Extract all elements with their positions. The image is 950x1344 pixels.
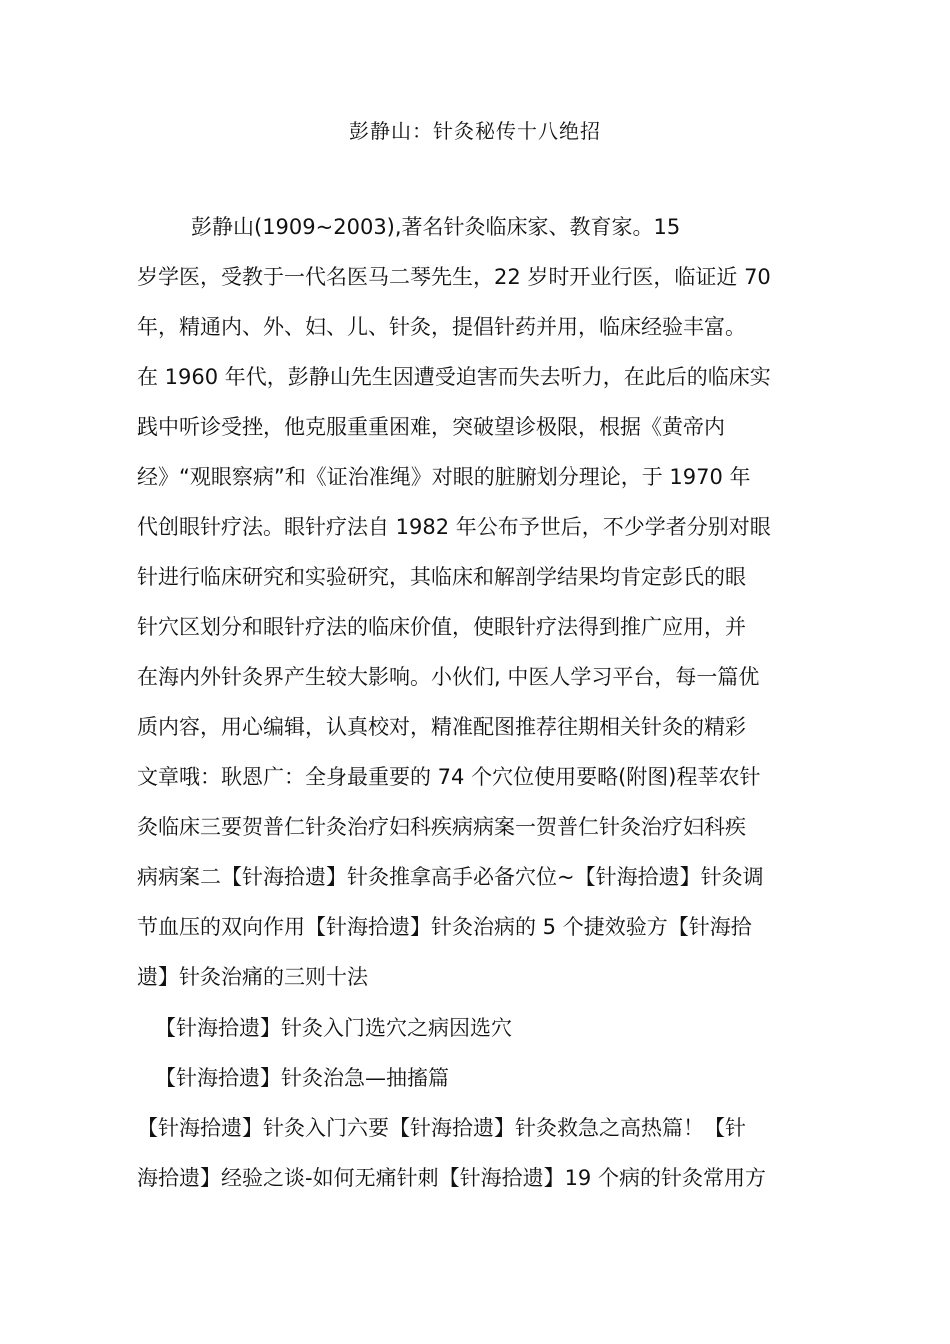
text-line: 经》“观眼察病”和《证治准绳》对眼的脏腑划分理论，于 1970 年 — [137, 465, 751, 489]
text-line: 岁学医，受教于一代名医马二琴先生，22 岁时开业行医，临证近 70 — [137, 265, 771, 289]
paragraph-link-2 — [137, 1053, 813, 1103]
text-line: 彭静山(1909~2003),著名针灸临床家、教育家。15 — [191, 215, 681, 239]
text-line: 代创眼针疗法。眼针疗法自 1982 年公布予世后，不少学者分别对眼 — [137, 515, 771, 539]
paragraph-intro — [137, 202, 813, 1002]
text-line: 在海内外针灸界产生较大影响。小伙们, 中医人学习平台，每一篇优 — [137, 665, 760, 689]
text-line: 针穴区划分和眼针疗法的临床价值，使眼针疗法得到推广应用，并 — [137, 615, 746, 639]
paragraph-links-last — [137, 1103, 813, 1203]
text-line: 针进行临床研究和实验研究，其临床和解剖学结果均肯定彭氏的眼 — [137, 565, 746, 589]
text-line: 遗】针灸治痛的三则十法 — [137, 965, 368, 989]
text-line: 节血压的双向作用【针海拾遗】针灸治病的 5 个捷效验方【针海拾 — [137, 915, 752, 939]
paragraph-link-1 — [137, 1003, 813, 1053]
text-line: 【针海拾遗】针灸入门选穴之病因选穴 — [155, 1016, 512, 1040]
page-title: 彭静山：针灸秘传十八绝招 — [349, 119, 601, 143]
text-line: 在 1960 年代，彭静山先生因遭受迫害而失去听力，在此后的临床实 — [137, 365, 771, 389]
text-line: 质内容，用心编辑，认真校对，精准配图推荐往期相关针灸的精彩 — [137, 715, 746, 739]
text-line: 【针海拾遗】针灸入门六要【针海拾遗】针灸救急之高热篇！【针 — [137, 1116, 746, 1140]
text-line: 【针海拾遗】针灸治急—抽搐篇 — [155, 1066, 449, 1090]
text-line: 文章哦：耿恩广：全身最重要的 74 个穴位使用要略(附图)程莘农针 — [137, 765, 761, 789]
text-line: 海拾遗】经验之谈-如何无痛针刺【针海拾遗】19 个病的针灸常用方 — [137, 1166, 766, 1190]
text-line: 灸临床三要贺普仁针灸治疗妇科疾病病案一贺普仁针灸治疗妇科疾 — [137, 815, 746, 839]
text-line: 践中听诊受挫，他克服重重困难，突破望诊极限，根据《黄帝内 — [137, 415, 725, 439]
text-line: 年，精通内、外、妇、儿、针灸，提倡针药并用，临床经验丰富。 — [137, 315, 746, 339]
text-line: 病病案二【针海拾遗】针灸推拿高手必备穴位~【针海拾遗】针灸调 — [137, 865, 764, 889]
